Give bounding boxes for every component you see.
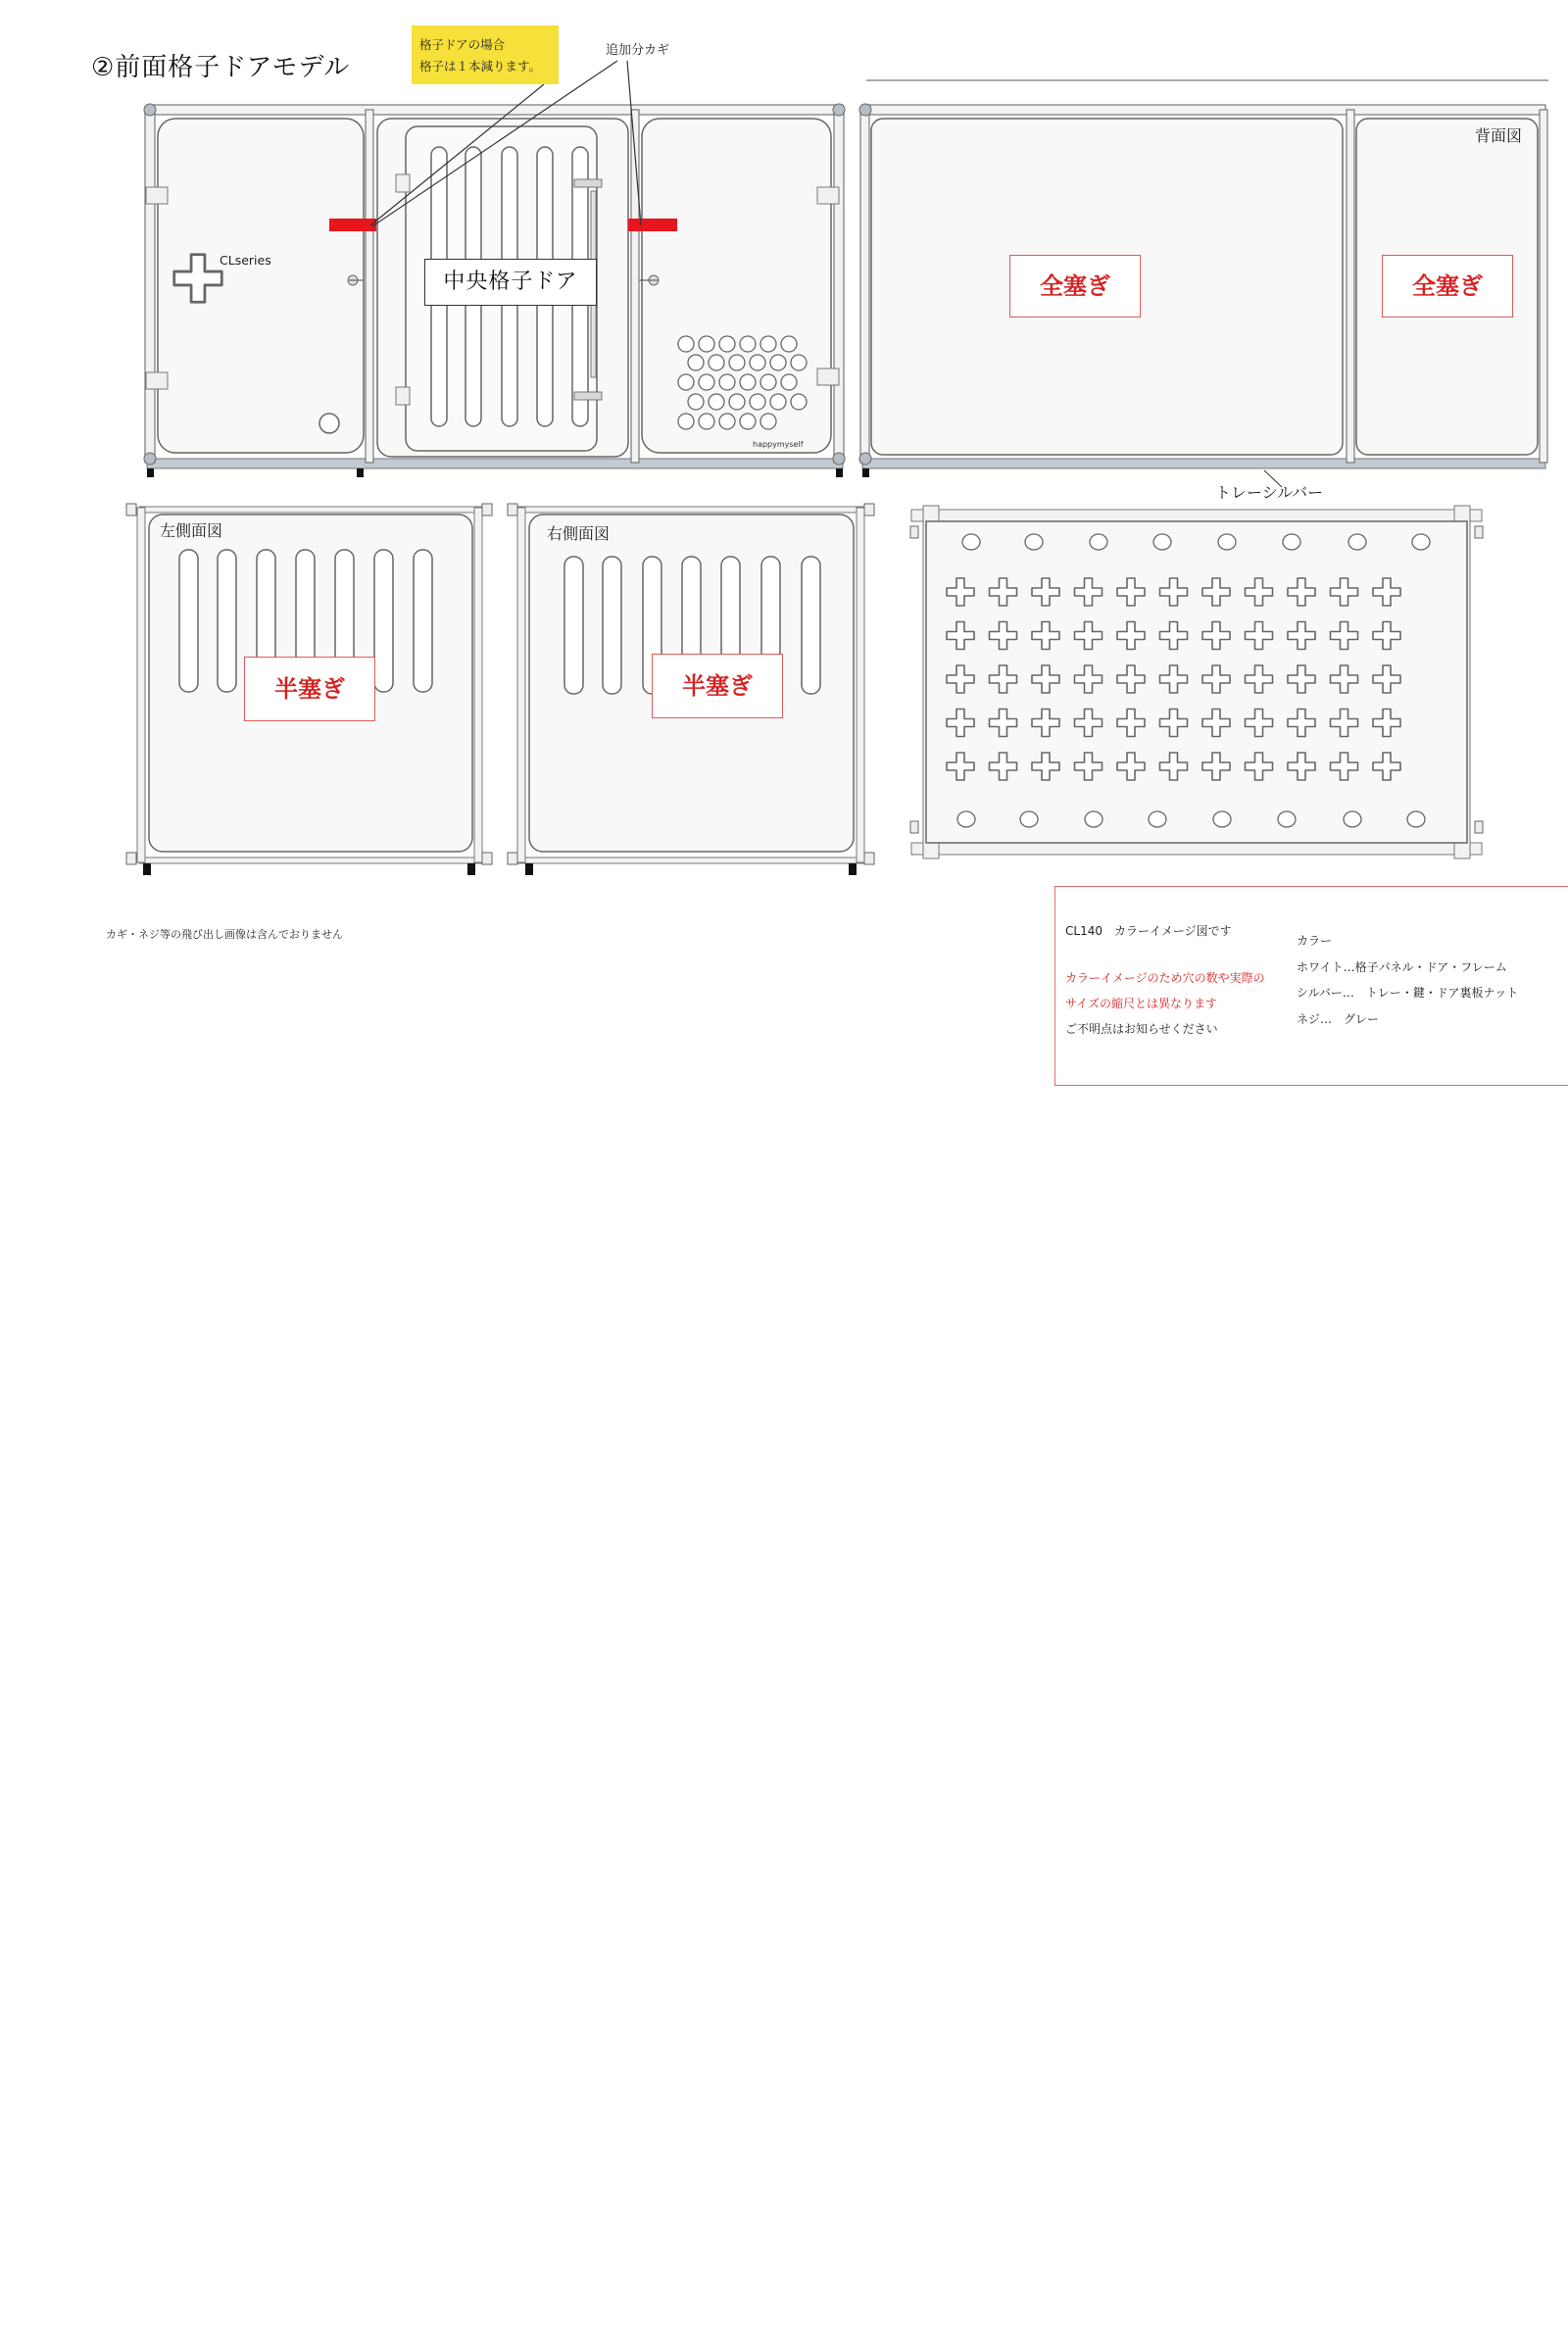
caster-foot-icon [147, 468, 154, 477]
bracket-icon [482, 853, 492, 864]
top-view [910, 506, 1483, 858]
door-bracket-bottom [574, 392, 602, 400]
hinge-icon [146, 187, 168, 204]
oval-hole-icon [1412, 534, 1430, 550]
oval-hole-icon [1149, 811, 1166, 827]
oval-hole-icon [1213, 811, 1231, 827]
front-post-2 [366, 110, 373, 463]
hinge-icon [396, 387, 410, 405]
info-warning-line2: サイズの縮尺とは異なります [1065, 997, 1218, 1010]
left-bottom-rail [139, 858, 486, 863]
bracket-icon [482, 504, 492, 515]
oval-hole-icon [1407, 811, 1425, 827]
caster-foot-icon [357, 468, 364, 477]
bracket-icon [508, 853, 517, 864]
lattice-note-line2: 格子は１本減ります。 [419, 59, 542, 74]
caster-foot-icon [525, 863, 533, 875]
bracket-icon [1475, 821, 1483, 833]
back-right-fill-label: 全塞ぎ [1382, 255, 1513, 318]
oval-hole-icon [1085, 811, 1102, 827]
top-view-rail-top [911, 510, 1482, 521]
bracket-icon [910, 821, 918, 833]
left-side-label: 左側面図 [160, 521, 223, 540]
back-view-label: 背面図 [1475, 126, 1523, 145]
lattice-note-line1: 格子ドアの場合 [419, 37, 506, 52]
brand-text: CLseries [220, 253, 271, 268]
info-model-line: CL140 カラーイメージ図です [1065, 924, 1232, 938]
oval-hole-icon [957, 811, 975, 827]
right-top-rail [517, 507, 864, 513]
maker-text: happymyself [753, 440, 804, 449]
door-bracket-top [574, 179, 602, 187]
oval-hole-icon [1283, 534, 1300, 550]
right-post-b [857, 508, 864, 862]
corner-cap-icon [144, 104, 156, 116]
oval-hole-icon [1153, 534, 1171, 550]
oval-hole-icon [1348, 534, 1366, 550]
lock-bar-icon [329, 219, 376, 231]
bracket-icon [1475, 526, 1483, 538]
color-info-box [1054, 886, 1568, 1086]
left-post-b [474, 508, 482, 862]
front-bottom-tray [147, 459, 843, 468]
oval-hole-icon [1090, 534, 1107, 550]
oval-hole-icon [1344, 811, 1361, 827]
back-top-rail [862, 105, 1545, 115]
back-post-right [1540, 110, 1547, 463]
left-post-a [137, 508, 145, 862]
hinge-icon [817, 368, 839, 385]
right-side-label: 右側面図 [547, 524, 611, 543]
corner-cap-icon [144, 453, 156, 465]
lock-callout-label: 追加分カギ [606, 43, 670, 58]
info-color-screw: ネジ… グレー [1297, 1012, 1380, 1026]
round-hole-icon [319, 414, 339, 433]
front-post-left [145, 110, 155, 463]
page-title: ②前面格子ドアモデル [91, 53, 351, 82]
corner-cap-icon [833, 453, 845, 465]
info-color-heading: カラー [1297, 934, 1333, 948]
caster-foot-icon [862, 468, 869, 477]
info-warning-line1: カラーイメージのため穴の数や実際の [1065, 971, 1265, 985]
oval-hole-icon [962, 534, 980, 550]
left-side-fill-label: 半塞ぎ [244, 657, 375, 721]
center-door-label: 中央格子ドア [424, 259, 597, 306]
front-post-right [834, 110, 844, 463]
info-color-silver: シルバー… トレー・鍵・ドア裏板ナット [1297, 986, 1519, 1000]
back-tray [862, 459, 1545, 468]
bracket-icon [126, 853, 136, 864]
bracket-icon [864, 853, 874, 864]
caster-foot-icon [849, 863, 857, 875]
oval-hole-icon [1218, 534, 1236, 550]
info-contact-line: ご不明点はお知らせください [1065, 1022, 1218, 1036]
info-color-white: ホワイト…格子パネル・ドア・フレーム [1297, 960, 1507, 974]
tray-label: トレーシルバー [1215, 483, 1324, 502]
caster-foot-icon [836, 468, 843, 477]
front-post-3 [631, 110, 639, 463]
corner-cap-icon [833, 104, 845, 116]
back-post-mid [1347, 110, 1354, 463]
bracket-icon [126, 504, 136, 515]
front-top-rail [147, 105, 843, 115]
hinge-icon [396, 174, 410, 192]
bracket-icon [508, 504, 517, 515]
corner-cap-icon [859, 104, 871, 116]
hinge-icon [817, 187, 839, 204]
oval-hole-icon [1278, 811, 1296, 827]
caster-foot-icon [467, 863, 475, 875]
back-left-fill-label: 全塞ぎ [1009, 255, 1141, 318]
caster-foot-icon [143, 863, 151, 875]
lock-bar-icon [628, 219, 677, 231]
right-bottom-rail [517, 858, 864, 863]
right-side-fill-label: 半塞ぎ [652, 654, 783, 718]
bracket-icon [910, 526, 918, 538]
bracket-icon [864, 504, 874, 515]
top-view-rail-bottom [911, 843, 1482, 855]
corner-cap-icon [859, 453, 871, 465]
oval-hole-icon [1025, 534, 1043, 550]
right-post-a [517, 508, 525, 862]
footnote: カギ・ネジ等の飛び出し画像は含んでおりません [106, 928, 343, 941]
hinge-icon [146, 372, 168, 389]
oval-hole-icon [1020, 811, 1038, 827]
left-top-rail [139, 507, 486, 513]
lattice-note [412, 25, 559, 84]
back-post-left [860, 110, 869, 463]
